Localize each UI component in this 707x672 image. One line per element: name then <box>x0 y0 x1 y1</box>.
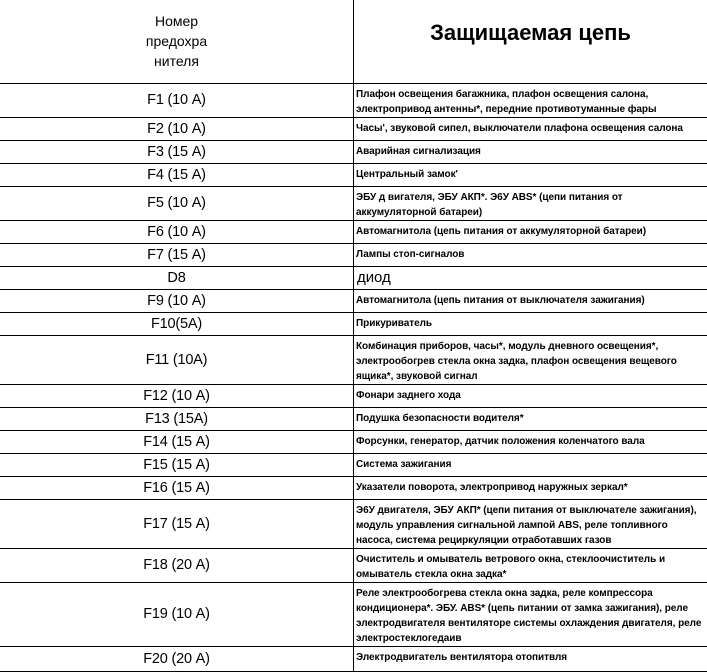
table-row <box>0 117 707 140</box>
fuse-cell: F20 (20 А) <box>0 646 354 671</box>
table-row <box>0 83 707 117</box>
table-row <box>0 453 707 476</box>
table-row <box>0 335 707 384</box>
table-row <box>0 384 707 407</box>
circuit-cell: Э6У двигателя, ЭБУ АКП* (цепи питания от выключателе зажигания), модуль управления сигнальной лампой ABS, реле топливного насоса, система рециркуляции отработавших газов <box>354 499 707 548</box>
fuse-cell: F1 (10 А) <box>0 83 354 117</box>
fuse-cell: F3 (15 А) <box>0 140 354 163</box>
circuit-cell: диод <box>354 266 707 289</box>
circuit-cell: Очиститель и омыватель ветрового окна, стеклоочиститель и омыватель стекла окна задка* <box>354 548 707 582</box>
fuse-cell: F2 (10 А) <box>0 117 354 140</box>
circuit-cell: Часы', звуковой сипел, выключатели плафона освещения салона <box>354 117 707 140</box>
circuit-cell: Форсунки, генератор, датчик положения коленчатого вала <box>354 430 707 453</box>
circuit-cell: Прикуриватель <box>354 312 707 335</box>
circuit-cell: Фонари заднего хода <box>354 384 707 407</box>
fuse-cell: F7 (15 А) <box>0 243 354 266</box>
fuse-column-header <box>0 0 354 83</box>
fuse-cell: F11 (10А) <box>0 335 354 384</box>
fuse-cell: F16 (15 А) <box>0 476 354 499</box>
circuit-cell: Аварийная сигнализация <box>354 140 707 163</box>
circuit-cell: Плафон освещения багажника, плафон освещения салона, электропривод антенны*, передние противотуманные фары <box>354 83 707 117</box>
table-row <box>0 220 707 243</box>
fuse-cell: F14 (15 А) <box>0 430 354 453</box>
fuse-cell: F5 (10 А) <box>0 186 354 220</box>
table-row <box>0 163 707 186</box>
fuse-cell: F4 (15 А) <box>0 163 354 186</box>
table-row <box>0 548 707 582</box>
circuit-cell: ЭБУ д вигателя, ЭБУ АКП*. Э6У ABS* (цепи питания от аккумуляторной батареи) <box>354 186 707 220</box>
fuse-cell: F10(5А) <box>0 312 354 335</box>
table-row <box>0 407 707 430</box>
circuit-cell: Реле электрообогрева стекла окна задка, реле компрессора кондиционера*. ЭБУ. ABS* (цепь питании от замка зажигания), реле электродвигателя вентиляторе системы охлаждения двигателя, реле электростеклогедаив <box>354 582 707 646</box>
fuse-cell: F17 (15 А) <box>0 499 354 548</box>
circuit-cell: Комбинация приборов, часы*, модуль дневного освещения*, электрообогрев стекла окна задка, плафон освещения вещевого ящика*, звуковой сигнал <box>354 335 707 384</box>
table-row <box>0 289 707 312</box>
fuse-cell: F12 (10 А) <box>0 384 354 407</box>
circuit-cell: Автомагнитола (цепь питания от аккумуляторной батареи) <box>354 220 707 243</box>
circuit-cell: Автомагнитола (цепь питания от выключателя зажигания) <box>354 289 707 312</box>
circuit-cell: Указатели поворота, электропривод наружных зеркал* <box>354 476 707 499</box>
header-row <box>0 0 707 83</box>
table-row <box>0 499 707 548</box>
circuit-column-header: Защищаемая цепь <box>354 0 707 83</box>
table-row <box>0 312 707 335</box>
table-row <box>0 430 707 453</box>
fuse-cell: F13 (15А) <box>0 407 354 430</box>
table-row <box>0 243 707 266</box>
table-row <box>0 646 707 671</box>
fuse-cell: F15 (15 А) <box>0 453 354 476</box>
circuit-cell: Лампы стоп-сигналов <box>354 243 707 266</box>
fuse-cell: F9 (10 А) <box>0 289 354 312</box>
circuit-cell: Система зажигания <box>354 453 707 476</box>
table-row <box>0 140 707 163</box>
fuse-header-line: Номер <box>0 11 353 31</box>
fuse-header-line: предохра <box>0 31 353 51</box>
circuit-cell: Подушка безопасности водителя* <box>354 407 707 430</box>
fuse-header-line: нителя <box>0 51 353 71</box>
circuit-cell: Электродвигатель вентилятора отопитвля <box>354 646 707 671</box>
table-row <box>0 476 707 499</box>
fuse-cell: F6 (10 А) <box>0 220 354 243</box>
table-row <box>0 266 707 289</box>
circuit-cell: Центральный замок' <box>354 163 707 186</box>
fuse-cell: F19 (10 А) <box>0 582 354 646</box>
table-row <box>0 582 707 646</box>
table-row <box>0 186 707 220</box>
fuse-cell: D8 <box>0 266 354 289</box>
fuse-cell: F18 (20 А) <box>0 548 354 582</box>
